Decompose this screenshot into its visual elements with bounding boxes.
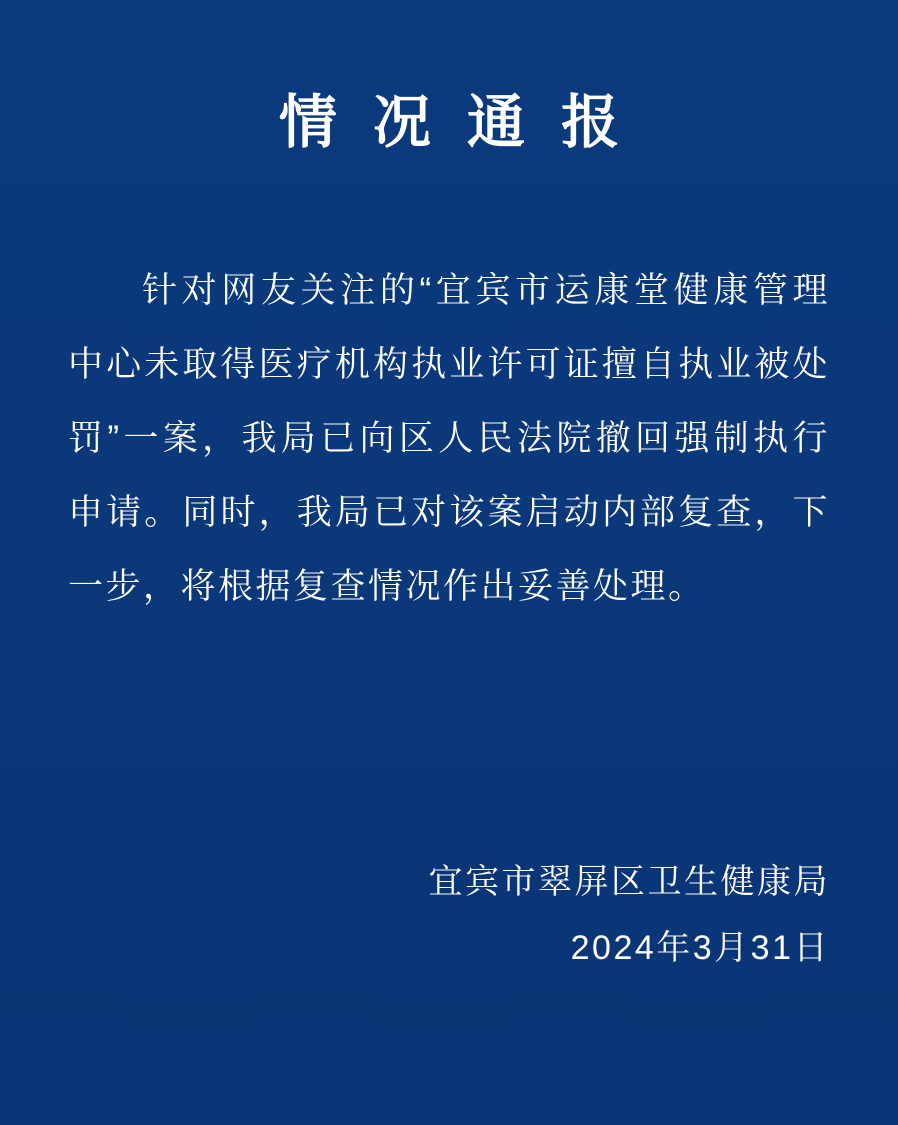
page-title: 情 况 通 报 — [278, 90, 630, 155]
issue-date: 2024年3月31日 — [570, 929, 830, 968]
signature-block — [429, 856, 831, 975]
issuing-organization: 宜宾市翠屏区卫生健康局 — [428, 862, 830, 901]
notice-body — [62, 254, 836, 624]
notice-paragraph: 针对网友关注的“宜宾市运康堂健康管理中心未取得医疗机构执业许可证擅自执业被处罚”一案，我局已向区人民法院撤回强制执行申请。同时，我局已对该案启动内部复查，下一步，将根据复查情况作出妥善处理。 — [68, 270, 830, 606]
